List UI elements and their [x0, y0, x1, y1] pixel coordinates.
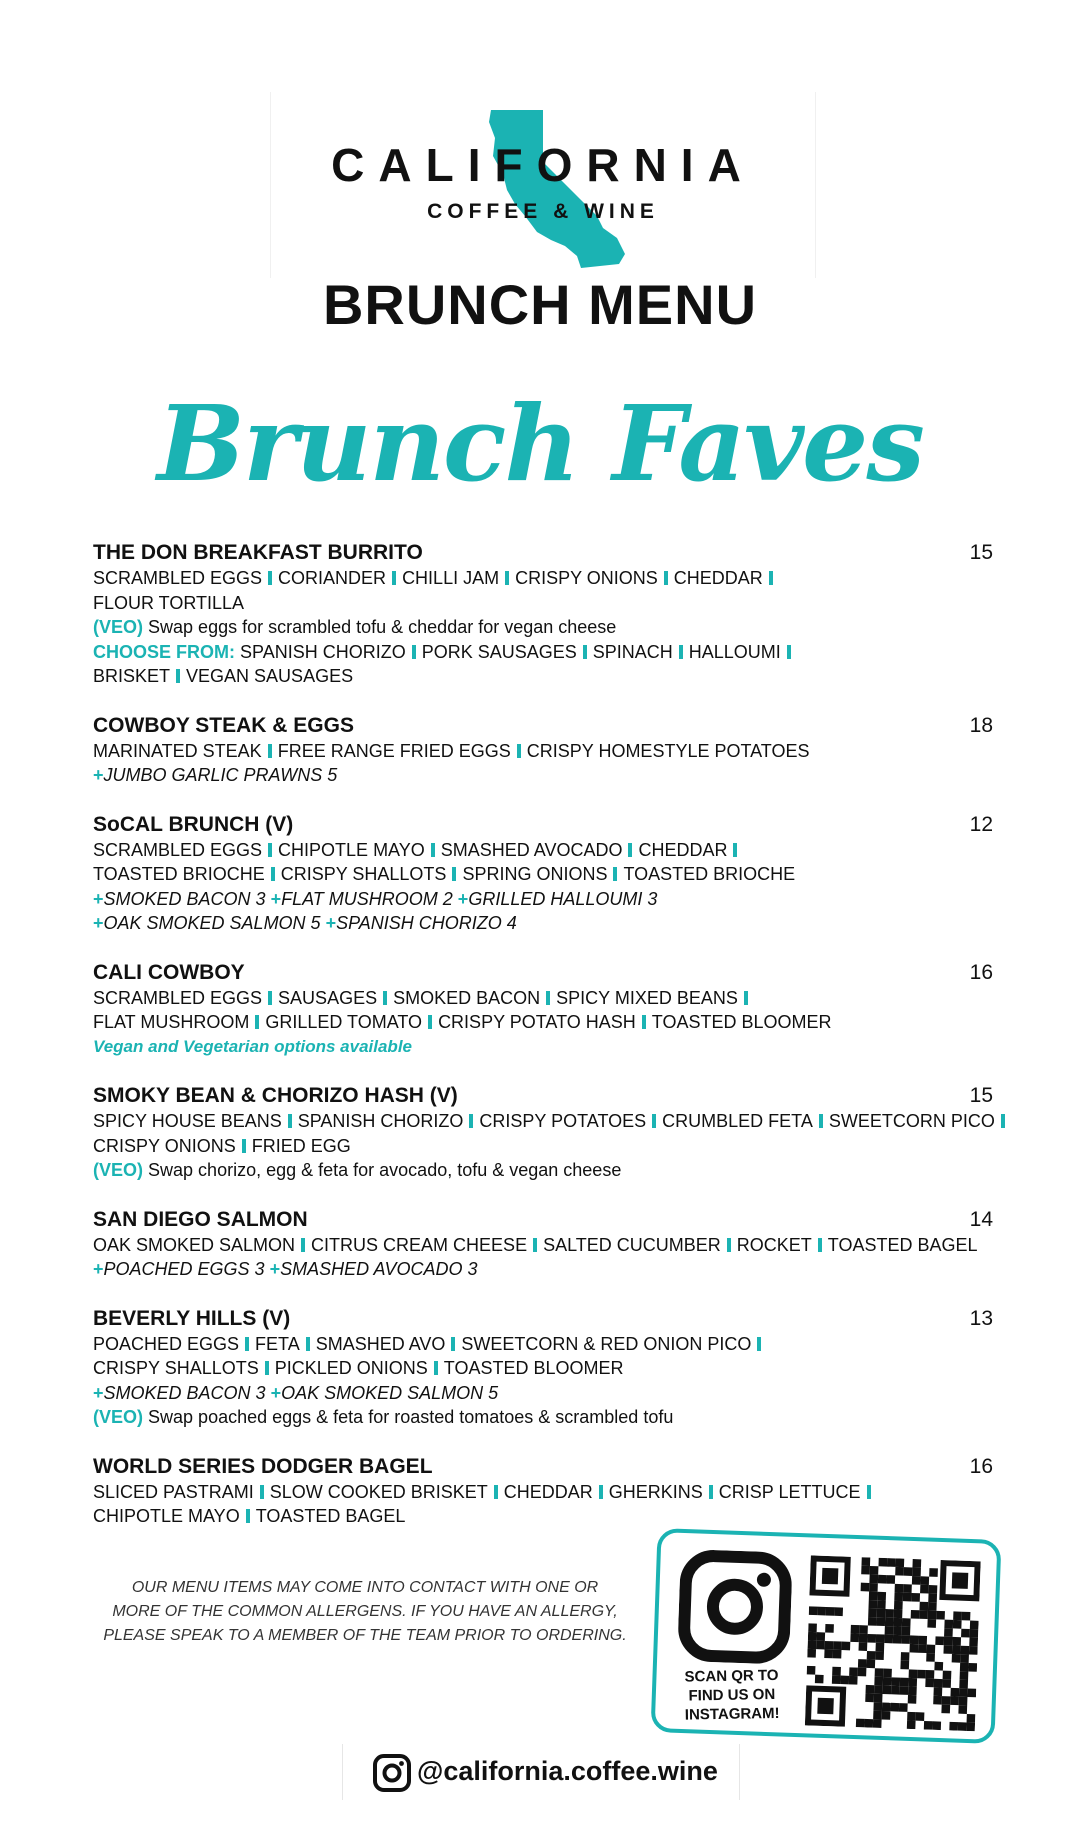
menu-item	[93, 1454, 993, 1529]
ingredients-line: POACHED EGGS FETA SMASHED AVO SWEETCORN & RED ONION PICO	[93, 1332, 993, 1357]
item-price: 16	[969, 960, 993, 984]
menu-item	[93, 812, 993, 936]
logo-subtitle: COFFEE & WINE	[427, 200, 659, 223]
qr-card[interactable]	[651, 1528, 1002, 1744]
addons-line: +POACHED EGGS 3 +SMASHED AVOCADO 3	[93, 1259, 478, 1279]
item-name: THE DON BREAKFAST BURRITO	[93, 541, 423, 564]
ingredients-line: FLAT MUSHROOM GRILLED TOMATO CRISPY POTATO HASH TOASTED BLOOMER	[93, 1012, 832, 1032]
addons-line: +OAK SMOKED SALMON 5 +SPANISH CHORIZO 4	[93, 913, 517, 933]
ingredients-line: FLOUR TORTILLA	[93, 592, 245, 613]
item-price: 15	[969, 541, 993, 564]
options-note: Vegan and Vegetarian options available	[93, 1036, 412, 1056]
item-name: SoCAL BRUNCH (V)	[93, 812, 294, 836]
allergen-notice: OUR MENU ITEMS MAY COME INTO CONTACT WITH ONE OR MORE OF THE COMMON ALLERGENS. IF YOU HAVE AN ALLERGY, PLEASE SPEAK TO A MEMBER OF THE TEAM PRIOR TO ORDERING.	[103, 1579, 627, 1644]
instagram-handle-text: @california.coffee.wine	[417, 1756, 718, 1786]
item-name: COWBOY STEAK & EGGS	[93, 713, 354, 737]
item-price: 16	[969, 1454, 993, 1478]
ingredients-line: MARINATED STEAK FREE RANGE FRIED EGGS CRISPY HOMESTYLE POTATOES	[93, 740, 810, 761]
ingredients-line: TOASTED BRIOCHE CRISPY SHALLOTS SPRING ONIONS TOASTED BRIOCHE	[93, 864, 796, 884]
page-title: BRUNCH MENU	[322, 273, 758, 336]
veo-line: (VEO) Swap eggs for scrambled tofu & cheddar for vegan cheese	[93, 617, 617, 637]
menu-item	[93, 1306, 993, 1430]
menu-items	[93, 540, 993, 1553]
instagram-icon	[373, 1754, 411, 1792]
ingredients-line: OAK SMOKED SALMON CITRUS CREAM CHEESE SALTED CUCUMBER ROCKET TOASTED BAGEL	[93, 1234, 978, 1255]
qr-code[interactable]	[805, 1555, 981, 1731]
item-price: 18	[969, 713, 993, 737]
addons-line: +SMOKED BACON 3 +FLAT MUSHROOM 2 +GRILLED HALLOUMI 3	[93, 888, 658, 909]
ingredients-line: CHIPOTLE MAYO TOASTED BAGEL	[93, 1506, 406, 1526]
item-price: 12	[969, 812, 993, 836]
item-price: 14	[969, 1207, 993, 1231]
menu-item	[93, 960, 993, 1060]
item-name: SMOKY BEAN & CHORIZO HASH (V)	[93, 1084, 458, 1107]
item-name: WORLD SERIES DODGER BAGEL	[93, 1454, 433, 1478]
ingredients-line: SCRAMBLED EGGS CORIANDER CHILLI JAM CRISPY ONIONS CHEDDAR	[93, 566, 993, 591]
ingredients-line: SCRAMBLED EGGS SAUSAGES SMOKED BACON SPICY MIXED BEANS	[93, 986, 993, 1011]
item-name: BEVERLY HILLS (V)	[93, 1306, 291, 1330]
choose-line: CHOOSE FROM: SPANISH CHORIZO PORK SAUSAGES SPINACH HALLOUMI	[93, 640, 993, 665]
item-name: SAN DIEGO SALMON	[93, 1207, 308, 1231]
addons-line: +SMOKED BACON 3 +OAK SMOKED SALMON 5	[93, 1382, 499, 1403]
item-price: 13	[969, 1306, 993, 1330]
ingredients-line: SCRAMBLED EGGS CHIPOTLE MAYO SMASHED AVOCADO CHEDDAR	[93, 838, 993, 863]
veo-line: (VEO) Swap poached eggs & feta for roasted tomatoes & scrambled tofu	[93, 1407, 674, 1427]
menu-item	[93, 1207, 993, 1282]
logo-wordmark: CALIFORNIA	[331, 139, 755, 191]
choose-line: BRISKET VEGAN SAUSAGES	[93, 666, 354, 686]
ingredients-line: SLICED PASTRAMI SLOW COOKED BRISKET CHEDDAR GHERKINS CRISP LETTUCE	[93, 1480, 993, 1505]
item-name: CALI COWBOY	[93, 960, 245, 984]
ingredients-line: SPICY HOUSE BEANS SPANISH CHORIZO CRISPY POTATOES CRUMBLED FETA SWEETCORN PICO	[93, 1109, 993, 1134]
section-title: Brunch Faves	[157, 382, 923, 505]
logo	[270, 92, 816, 278]
addons-line: +JUMBO GARLIC PRAWNS 5	[93, 765, 338, 785]
scan-text: SCAN QR TO FIND US ON INSTAGRAM!	[684, 1666, 780, 1724]
instagram-icon	[677, 1549, 793, 1665]
menu-item	[93, 713, 993, 788]
menu-item	[93, 540, 993, 689]
ingredients-line: CRISPY ONIONS FRIED EGG	[93, 1135, 351, 1156]
item-price: 15	[969, 1084, 993, 1107]
instagram-handle[interactable]	[342, 1744, 740, 1800]
veo-line: (VEO) Swap chorizo, egg & feta for avocado, tofu & vegan cheese	[93, 1160, 622, 1180]
menu-item	[93, 1083, 993, 1183]
ingredients-line: CRISPY SHALLOTS PICKLED ONIONS TOASTED BLOOMER	[93, 1358, 624, 1378]
